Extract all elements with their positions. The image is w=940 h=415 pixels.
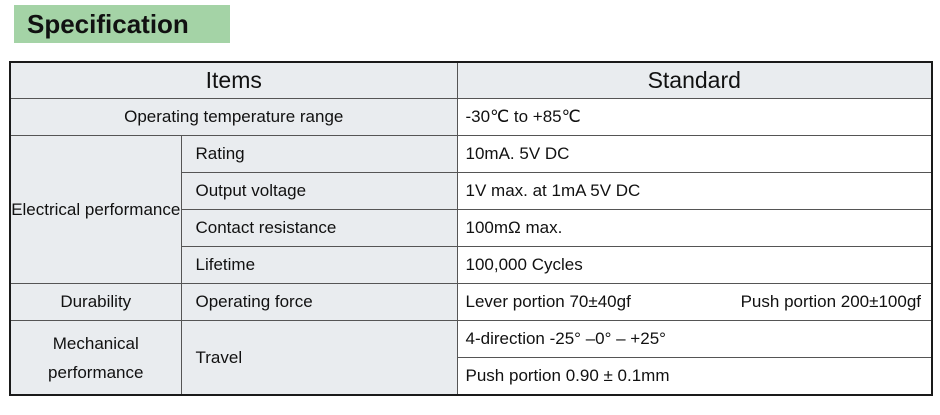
item-temperature: Operating temperature range xyxy=(10,99,457,136)
group-mechanical: Mechanical performance xyxy=(10,321,181,396)
item-travel: Travel xyxy=(181,321,457,396)
standard-lifetime: 100,000 Cycles xyxy=(457,247,932,284)
header-items: Items xyxy=(10,62,457,99)
standard-contact-resistance: 100mΩ max. xyxy=(457,210,932,247)
item-operating-force: Operating force xyxy=(181,284,457,321)
lever-portion: Lever portion 70±40gf xyxy=(465,292,631,311)
header-row xyxy=(10,62,932,99)
standard-output-voltage: 1V max. at 1mA 5V DC xyxy=(457,173,932,210)
standard-travel-direction: 4-direction -25° –0° – +25° xyxy=(457,321,932,358)
table-row xyxy=(10,284,932,321)
standard-rating: 10mA. 5V DC xyxy=(457,136,932,173)
group-durability: Durability xyxy=(10,284,181,321)
item-contact-resistance: Contact resistance xyxy=(181,210,457,247)
standard-travel-push: Push portion 0.90 ± 0.1mm xyxy=(457,358,932,396)
standard-temperature: -30℃ to +85℃ xyxy=(457,99,932,136)
table-row xyxy=(10,136,932,173)
item-output-voltage: Output voltage xyxy=(181,173,457,210)
table-row xyxy=(10,99,932,136)
section-title: Specification xyxy=(14,5,230,43)
item-lifetime: Lifetime xyxy=(181,247,457,284)
item-rating: Rating xyxy=(181,136,457,173)
group-electrical: Electrical performance xyxy=(10,136,181,284)
header-standard: Standard xyxy=(457,62,932,99)
push-portion: Push portion 200±100gf xyxy=(740,292,922,311)
table-row xyxy=(10,321,932,358)
standard-operating-force xyxy=(457,284,932,321)
specification-table xyxy=(9,61,933,396)
